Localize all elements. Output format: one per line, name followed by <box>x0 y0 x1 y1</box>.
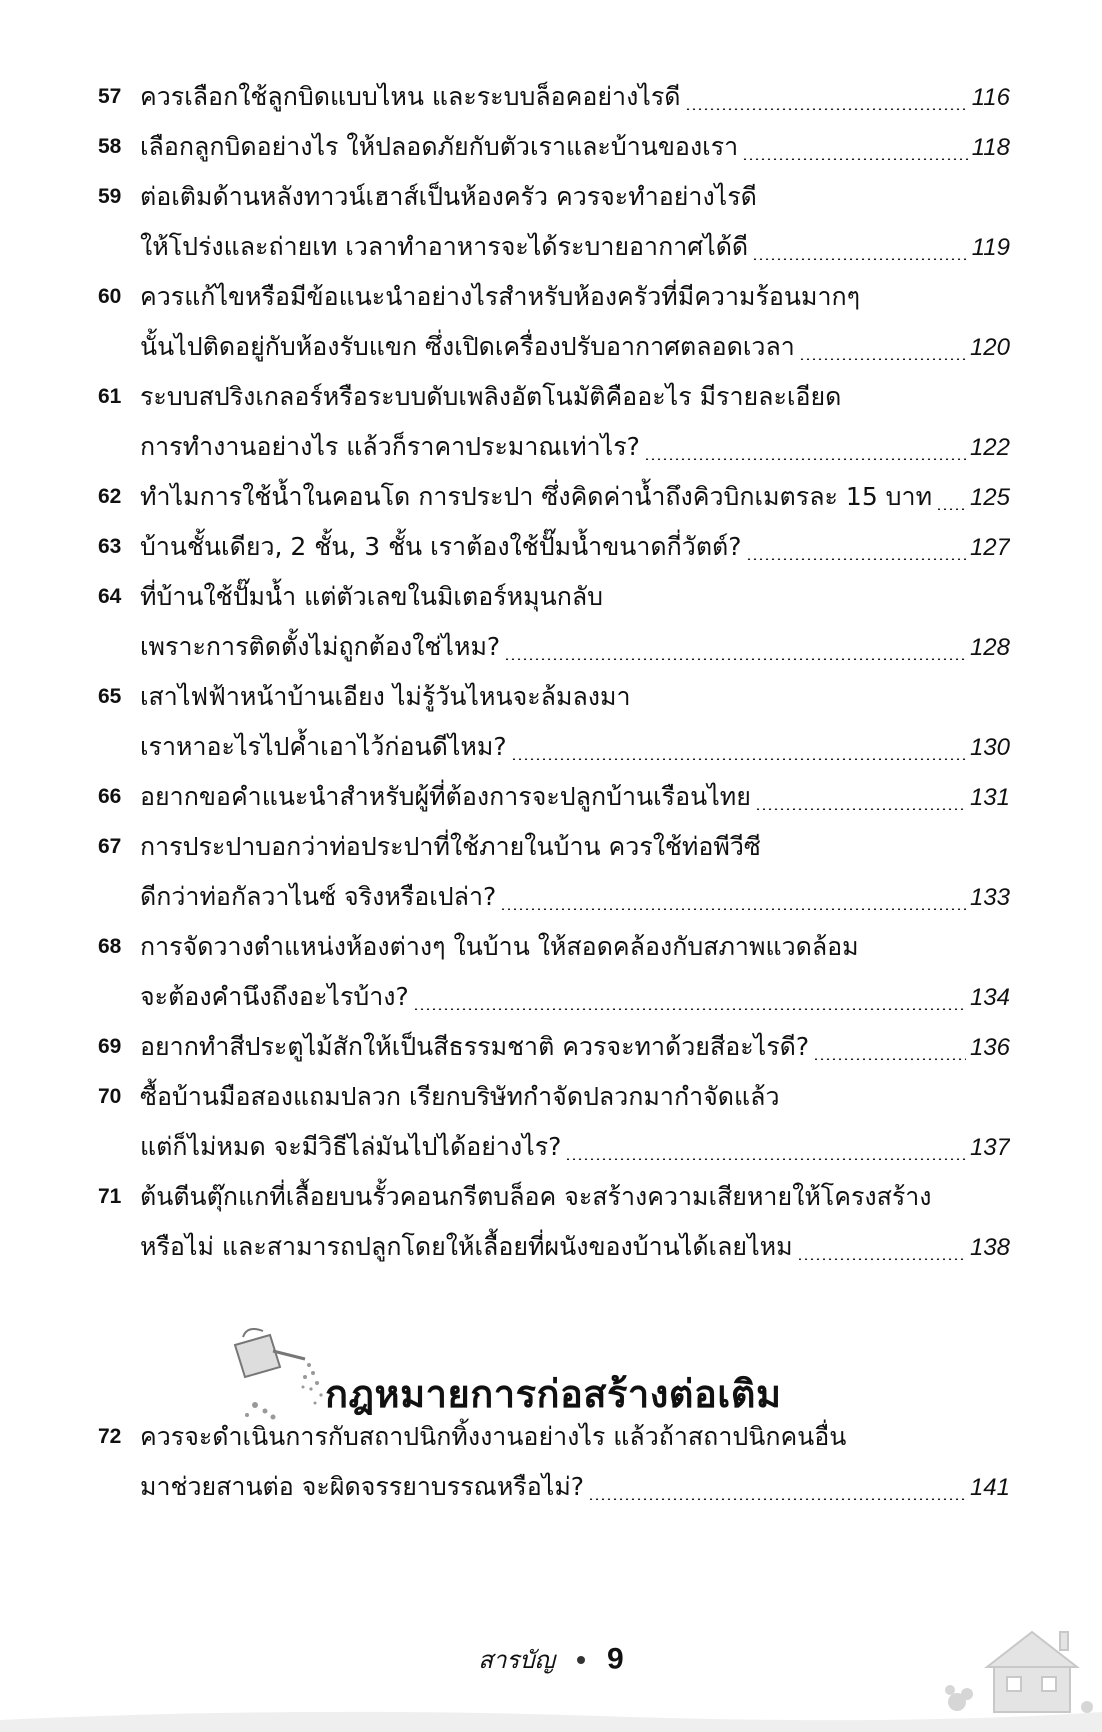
dot-leader <box>746 558 966 560</box>
toc-entry[interactable] <box>98 522 1010 572</box>
toc-entry[interactable] <box>98 1172 1010 1272</box>
entry-page-number: 130 <box>969 734 1010 761</box>
entry-page-number: 133 <box>969 884 1010 911</box>
entry-title: นั้นไปติดอยู่กับห้องรับแขก ซึ่งเปิดเครื่องปรับอากาศตลอดเวลา <box>140 332 795 361</box>
entry-title: ทำไมการใช้น้ำในคอนโด การประปา ซึ่งคิดค่าน้ำถึงคิวบิกเมตรละ 15 บาท <box>140 482 933 511</box>
dot-leader <box>500 908 966 910</box>
entry-title: ดีกว่าท่อกัลวาไนซ์ จริงหรือเปล่า? <box>140 882 497 911</box>
entry-title: การทำงานอย่างไร แล้วก็ราคาประมาณเท่าไร? <box>140 432 640 461</box>
entry-number: 61 <box>98 385 122 408</box>
entry-page-number: 128 <box>969 634 1010 661</box>
entry-title: ควรเลือกใช้ลูกบิดแบบไหน และระบบล็อคอย่างไรดี <box>140 82 681 111</box>
entry-number: 68 <box>98 935 122 958</box>
entry-page-number: 122 <box>969 434 1010 461</box>
dot-leader <box>755 808 966 810</box>
entry-title: ต้นตีนตุ๊กแกที่เลื้อยบนรั้วคอนกรีตบล็อค จะสร้างความเสียหายให้โครงสร้าง <box>140 1182 932 1211</box>
entry-title: เลือกลูกบิดอย่างไร ให้ปลอดภัยกับตัวเราและบ้านของเรา <box>140 132 739 161</box>
entry-number: 59 <box>98 185 122 208</box>
entry-page-number: 136 <box>969 1034 1010 1061</box>
entry-number: 57 <box>98 85 122 108</box>
entry-page-number: 125 <box>969 484 1010 511</box>
entry-title: ควรแก้ไขหรือมีข้อแนะนำอย่างไรสำหรับห้องครัวที่มีความร้อนมากๆ <box>140 282 861 311</box>
entry-number: 60 <box>98 285 122 308</box>
toc-entry[interactable] <box>98 472 1010 522</box>
entry-number: 65 <box>98 685 122 708</box>
entry-page-number: 131 <box>969 784 1010 811</box>
toc-section-list <box>98 1412 1010 1512</box>
dot-leader <box>752 258 968 260</box>
toc-entry[interactable] <box>98 772 1010 822</box>
entry-page-number: 118 <box>971 134 1010 161</box>
entry-title: มาช่วยสานต่อ จะผิดจรรยาบรรณหรือไม่? <box>140 1472 585 1501</box>
entry-number: 71 <box>98 1185 122 1208</box>
entry-title: หรือไม่ และสามารถปลูกโดยให้เลื้อยที่ผนังของบ้านได้เลยไหม <box>140 1232 793 1261</box>
section-title: กฎหมายการก่อสร้างต่อเติม <box>325 1372 782 1416</box>
entry-title: ต่อเติมด้านหลังทาวน์เฮาส์เป็นห้องครัว ควรจะทำอย่างไรดี <box>140 182 757 211</box>
footer-label: สารบัญ <box>478 1648 555 1674</box>
toc-entry[interactable] <box>98 1412 1010 1512</box>
entry-title: ซื้อบ้านมือสองแถมปลวก เรียกบริษัทกำจัดปลวกมากำจัดแล้ว <box>140 1082 780 1111</box>
watering-can-icon <box>225 1325 335 1425</box>
entry-number: 70 <box>98 1085 122 1108</box>
entry-number: 58 <box>98 135 122 158</box>
dot-leader <box>413 1008 966 1010</box>
entry-title: การจัดวางตำแหน่งห้องต่างๆ ในบ้าน ให้สอดคล้องกับสภาพแวดล้อม <box>140 932 859 961</box>
entry-number: 66 <box>98 785 122 808</box>
dot-leader <box>799 358 966 360</box>
toc-entry[interactable] <box>98 822 1010 922</box>
entry-number: 62 <box>98 485 122 508</box>
entry-number: 64 <box>98 585 122 608</box>
entry-title: แต่ก็ไม่หมด จะมีวิธีไล่มันไปได้อย่างไร? <box>140 1132 562 1161</box>
toc-entry[interactable] <box>98 122 1010 172</box>
entry-title: การประปาบอกว่าท่อประปาที่ใช้ภายในบ้าน ควรใช้ท่อพีวีซี <box>140 832 761 861</box>
toc-entry[interactable] <box>98 272 1010 372</box>
entry-page-number: 138 <box>969 1234 1010 1261</box>
toc-entry[interactable] <box>98 922 1010 1022</box>
entry-page-number: 134 <box>969 984 1010 1011</box>
section-header <box>225 1325 785 1420</box>
entry-page-number: 141 <box>969 1474 1010 1501</box>
entry-title: ให้โปร่งและถ่ายเท เวลาทำอาหารจะได้ระบายอากาศได้ดี <box>140 232 749 261</box>
toc-entry[interactable] <box>98 572 1010 672</box>
entry-page-number: 116 <box>971 84 1010 111</box>
dot-leader <box>565 1158 966 1160</box>
dot-leader <box>936 508 966 510</box>
dot-leader <box>685 108 968 110</box>
entry-title: ควรจะดำเนินการกับสถาปนิกทิ้งงานอย่างไร แล้วถ้าสถาปนิกคนอื่น <box>140 1422 847 1451</box>
entry-page-number: 119 <box>971 234 1010 261</box>
entry-title: อยากขอคำแนะนำสำหรับผู้ที่ต้องการจะปลูกบ้านเรือนไทย <box>140 782 751 811</box>
dot-leader <box>813 1058 966 1060</box>
entry-page-number: 120 <box>969 334 1010 361</box>
toc-entry[interactable] <box>98 1022 1010 1072</box>
dot-leader <box>644 458 966 460</box>
page-number: 9 <box>607 1642 624 1676</box>
entry-number: 67 <box>98 835 122 858</box>
dot-leader <box>504 658 966 660</box>
dot-leader <box>742 158 968 160</box>
entry-number: 69 <box>98 1035 122 1058</box>
entry-title: เราหาอะไรไปค้ำเอาไว้ก่อนดีไหม? <box>140 732 507 761</box>
toc-entry[interactable] <box>98 172 1010 272</box>
entry-page-number: 127 <box>969 534 1010 561</box>
entry-title: ระบบสปริงเกลอร์หรือระบบดับเพลิงอัตโนมัติคืออะไร มีรายละเอียด <box>140 382 842 411</box>
dot-leader <box>588 1498 966 1500</box>
toc-entry[interactable] <box>98 672 1010 772</box>
toc-list <box>98 72 1010 1272</box>
entry-title: เสาไฟฟ้าหน้าบ้านเอียง ไม่รู้วันไหนจะล้มลงมา <box>140 682 631 711</box>
entry-title: จะต้องคำนึงถึงอะไรบ้าง? <box>140 982 409 1011</box>
entry-number: 63 <box>98 535 122 558</box>
entry-title: ที่บ้านใช้ปั๊มน้ำ แต่ตัวเลขในมิเตอร์หมุนกลับ <box>140 582 604 611</box>
entry-title: อยากทำสีประตูไม้สักให้เป็นสีธรรมชาติ ควรจะทาด้วยสีอะไรดี? <box>140 1032 810 1061</box>
dot-leader <box>511 758 966 760</box>
toc-entry[interactable] <box>98 1072 1010 1172</box>
bullet-icon <box>577 1656 585 1664</box>
entry-page-number: 137 <box>969 1134 1010 1161</box>
entry-number: 72 <box>98 1425 122 1448</box>
toc-entry[interactable] <box>98 372 1010 472</box>
toc-entry[interactable] <box>98 72 1010 122</box>
entry-title: บ้านชั้นเดียว, 2 ชั้น, 3 ชั้น เราต้องใช้ปั๊มน้ำขนาดกี่วัตต์? <box>140 532 742 561</box>
dot-leader <box>797 1258 966 1260</box>
entry-title: เพราะการติดตั้งไม่ถูกต้องใช่ไหม? <box>140 632 501 661</box>
decorative-wave <box>0 1702 1102 1732</box>
